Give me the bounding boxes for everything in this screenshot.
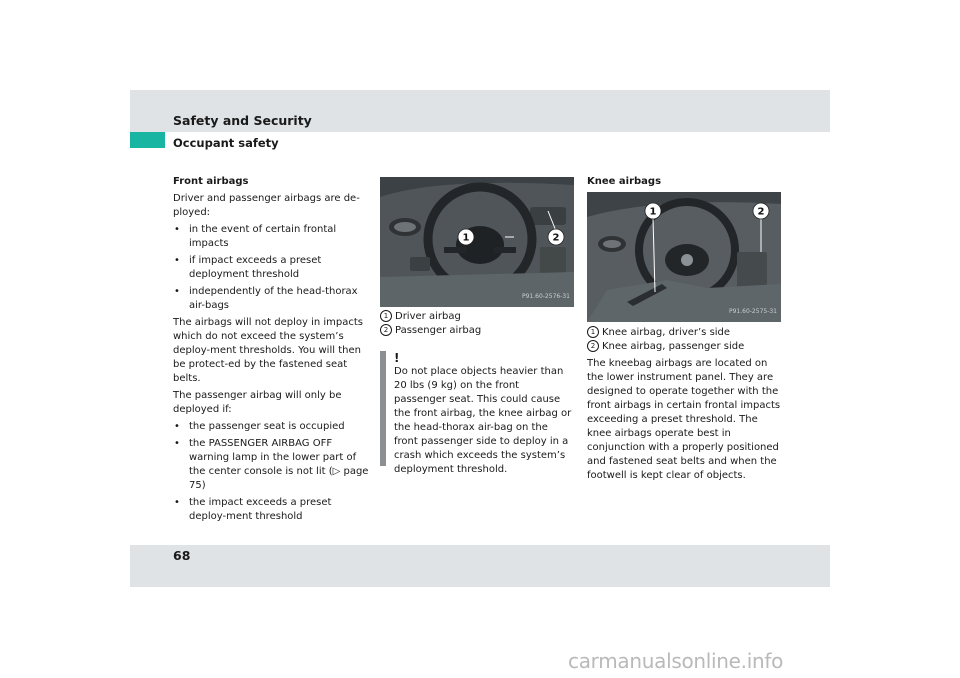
caption-text: Knee airbag, passenger side: [602, 341, 745, 352]
bullet-item: [173, 254, 369, 282]
bullet-item: [173, 223, 369, 251]
front-airbags-heading: Front airbags: [173, 176, 249, 187]
caption-text: Knee airbag, driver’s side: [602, 327, 731, 338]
caption-knee-airbag-driver: [587, 326, 783, 340]
bullet-text: independently of the head-thorax air-bags: [189, 286, 358, 311]
caption-number: 2: [587, 340, 599, 352]
image-code: P91.60-2576-31: [521, 293, 570, 300]
bullet-dot: •: [174, 497, 180, 508]
warning-box: [380, 351, 574, 477]
bullet-text: the PASSENGER AIRBAG OFF warning lamp in the lower part of the center console is not lit (▷ page 75): [189, 438, 369, 491]
dashboard-photo-knee-airbags: [587, 192, 781, 322]
caption-driver-airbag: [380, 310, 574, 324]
warning-text: Do not place objects heavier than 20 lbs (9 kg) on the front passenger seat. This could cause the front airbag, the knee airbag or the head-thorax air-bag on the front passenger side to deploy in a crash which exceeds the system’s deployment threshold.: [394, 366, 572, 475]
subsection-title: Occupant safety: [173, 136, 279, 150]
callout-1: 1: [649, 206, 657, 218]
bullet-text: the impact exceeds a preset deploy-ment threshold: [189, 497, 332, 522]
callout-1: 1: [462, 232, 470, 244]
caption-number: 1: [587, 326, 599, 338]
page-number: 68: [173, 548, 191, 563]
dashboard-illustration: [380, 177, 574, 307]
warning-icon: !: [394, 351, 400, 365]
bullet-dot: •: [174, 438, 180, 449]
image-code: P91.60-2575-31: [728, 308, 777, 315]
bullet-dot: •: [174, 421, 180, 432]
column-knee-airbags: [587, 175, 783, 486]
section-tab: [130, 132, 165, 148]
warning-bar: [380, 351, 386, 466]
deployment-threshold-paragraph: The airbags will not deploy in impacts which do not exceed the system’s deploy-ment thresholds. You will then be protect-ed by the fastened seat belts.: [173, 317, 364, 384]
footer-band: [130, 545, 830, 587]
front-airbags-intro: Driver and passenger airbags are de-ployed:: [173, 193, 360, 218]
bullet-text: if impact exceeds a preset deployment threshold: [189, 255, 322, 280]
bullet-dot: •: [174, 224, 180, 235]
bullet-item: [173, 420, 369, 434]
bullet-text: the passenger seat is occupied: [189, 421, 345, 432]
callout-2: 2: [757, 206, 765, 218]
caption-number: 1: [380, 310, 392, 322]
caption-passenger-airbag: [380, 324, 574, 338]
caption-text: Driver airbag: [395, 311, 461, 322]
bullet-item: [173, 496, 369, 524]
dashboard-photo-front-airbags: [380, 177, 574, 307]
callout-2: 2: [552, 232, 560, 244]
caption-knee-airbag-passenger: [587, 340, 783, 354]
caption-text: Passenger airbag: [395, 325, 482, 336]
knee-airbags-heading: Knee airbags: [587, 176, 662, 187]
watermark: carmanualsonline.info: [568, 649, 784, 673]
section-title: Safety and Security: [173, 113, 312, 128]
bullet-dot: •: [174, 286, 180, 297]
column-driver-passenger-airbag: [380, 177, 574, 477]
dashboard-illustration: [587, 192, 781, 322]
bullet-dot: •: [174, 255, 180, 266]
column-front-airbags: [173, 175, 369, 527]
knee-airbags-paragraph: The kneebag airbags are located on the lower instrument panel. They are designed to operate together with the front airbags in certain frontal impacts exceeding a preset threshold. The knee airbags operate best in conjunction with a properly positioned and fastened seat belts and when the footwell is kept clear of objects.: [587, 358, 781, 481]
bullet-text: in the event of certain frontal impacts: [189, 224, 337, 249]
passenger-airbag-paragraph: The passenger airbag will only be deployed if:: [173, 390, 342, 415]
caption-number: 2: [380, 324, 392, 336]
bullet-item: [173, 437, 369, 493]
bullet-item: [173, 285, 369, 313]
